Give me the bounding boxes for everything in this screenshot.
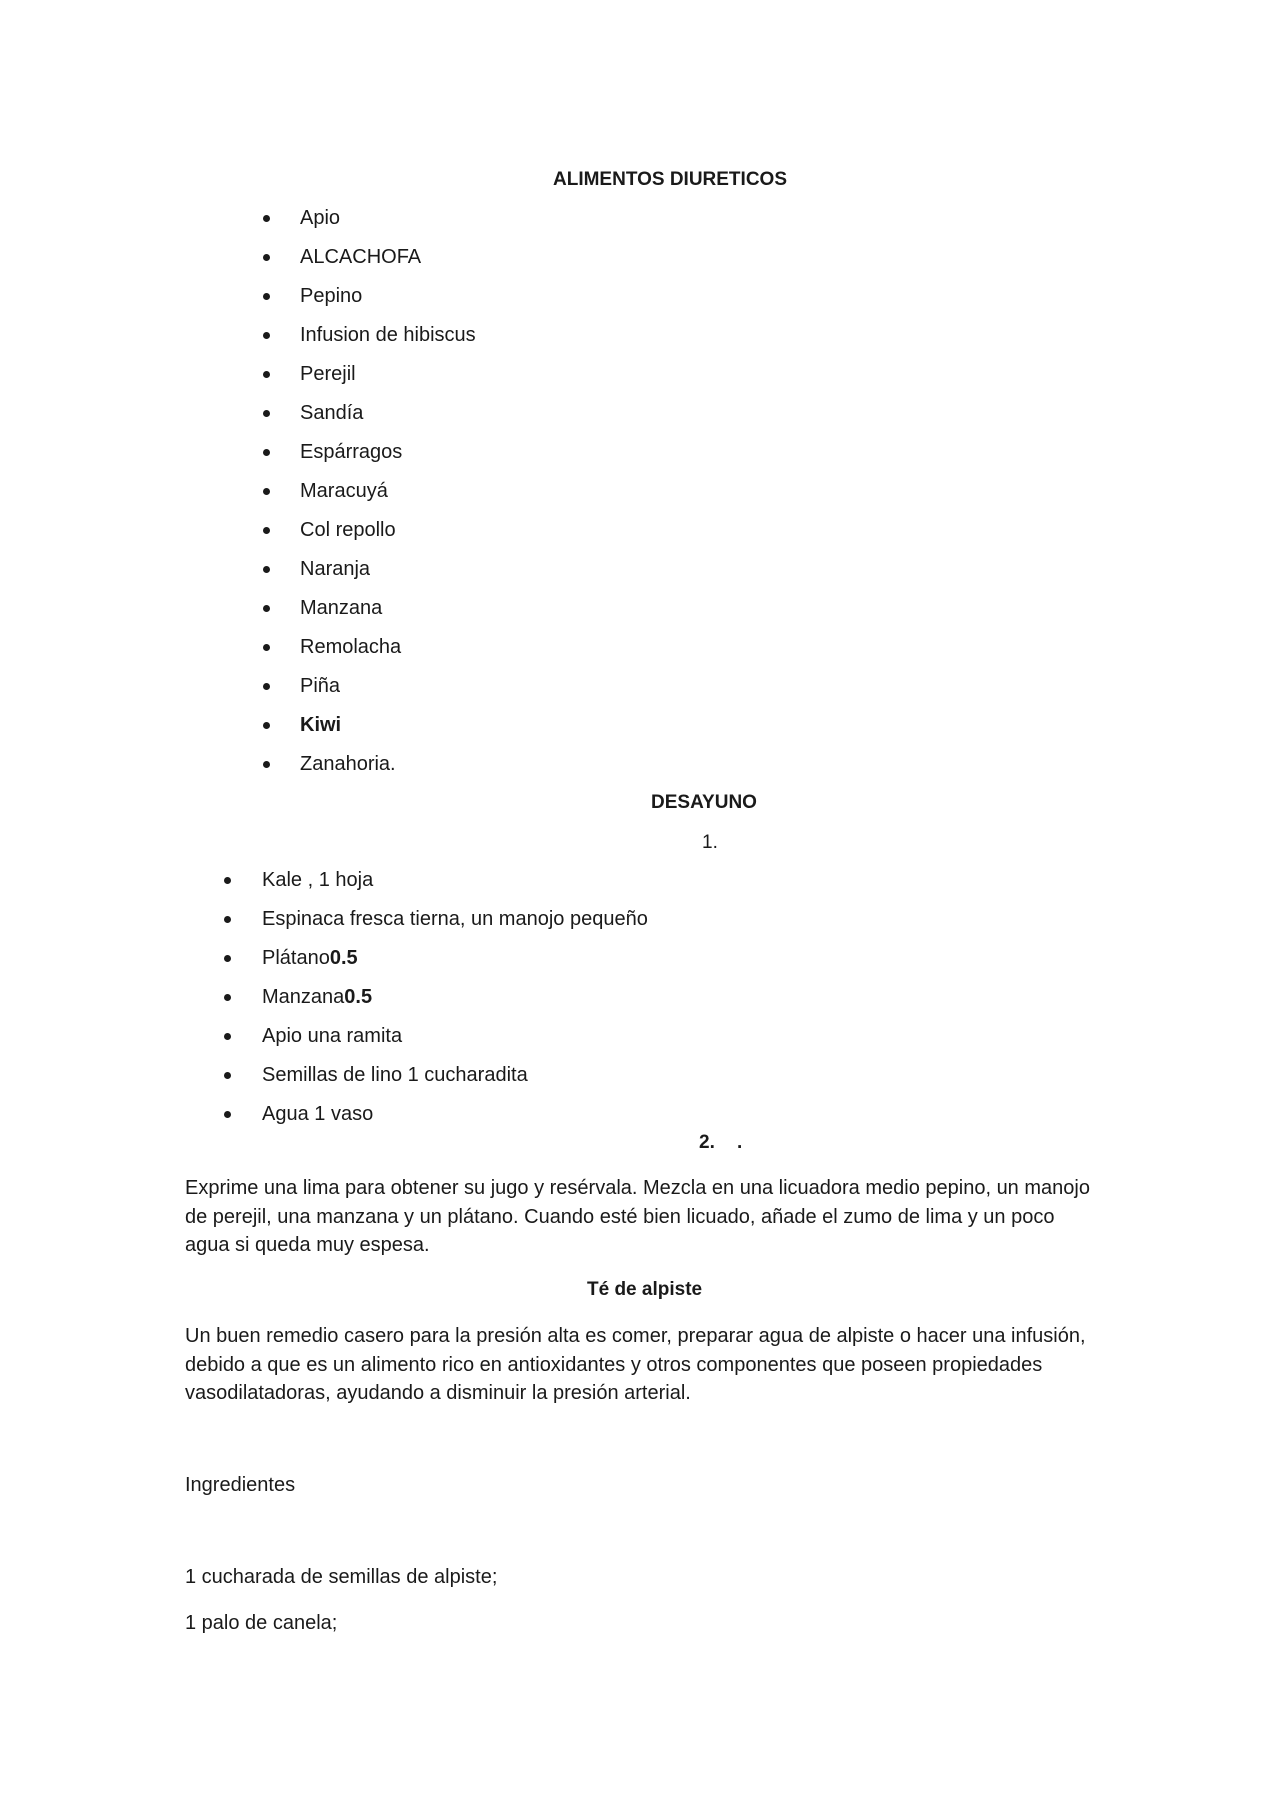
bullet-icon: [224, 877, 231, 884]
number-2-dot: .: [737, 1132, 743, 1153]
ingredient-line: 1 palo de canela;: [185, 1612, 338, 1634]
item-text: Manzana: [262, 986, 345, 1008]
item-text: Espinaca fresca tierna, un manojo pequeño: [262, 908, 648, 930]
item-text: Plátano: [262, 947, 330, 969]
item-text: Kale , 1 hoja: [262, 869, 374, 891]
list-item: Pepino: [300, 285, 363, 307]
list-item: Piña: [300, 675, 341, 697]
list-item: [262, 907, 648, 931]
list-item: ALCACHOFA: [300, 246, 422, 268]
list-item: Remolacha: [300, 636, 402, 658]
list-item: Naranja: [300, 558, 371, 580]
item-qty: 0.5: [329, 947, 358, 969]
heading-te-de-alpiste: Té de alpiste: [587, 1279, 703, 1300]
number-1: 1.: [702, 832, 718, 853]
item-text: Agua 1 vaso: [262, 1103, 374, 1125]
bullet-icon: [263, 644, 270, 651]
bullet-icon: [263, 761, 270, 768]
list-item: [262, 946, 358, 970]
bullet-icon: [224, 955, 231, 962]
list-item: [262, 1102, 373, 1126]
bullet-icon: [263, 683, 270, 690]
recipe-2-paragraph: Exprime una lima para obtener su jugo y resérvala. Mezcla en una licuadora medio pepino, un manojo de perejil, una manzana y un plátano. Cuando esté bien licuado, añade el zumo de lima y un poco agua si queda muy espesa.: [185, 1177, 1090, 1256]
list-item: Perejil: [300, 363, 356, 385]
bullet-icon: [263, 254, 270, 261]
list-item: Espárragos: [300, 441, 403, 463]
list-item: [262, 868, 373, 892]
bullet-icon: [263, 488, 270, 495]
bullet-icon: [263, 566, 270, 573]
bullet-icon: [263, 332, 270, 339]
bullet-icon: [224, 1111, 231, 1118]
list-item: Kiwi: [300, 714, 342, 736]
ingredient-line: 1 cucharada de semillas de alpiste;: [185, 1566, 498, 1588]
heading-desayuno: DESAYUNO: [651, 792, 757, 813]
bullet-icon: [263, 293, 270, 300]
list-item: Manzana: [300, 597, 383, 619]
list-item: Sandía: [300, 402, 364, 424]
bullet-icon: [263, 527, 270, 534]
ingredients-label: Ingredientes: [185, 1474, 296, 1496]
list-item: [262, 1063, 528, 1087]
bullet-icon: [263, 410, 270, 417]
list-item: [262, 1024, 402, 1048]
list-item: Zanahoria.: [300, 753, 396, 775]
number-2: 2.: [699, 1132, 715, 1153]
bullet-icon: [263, 215, 270, 222]
heading-alimentos-diureticos: ALIMENTOS DIURETICOS: [553, 169, 787, 190]
list-item: [262, 985, 372, 1009]
item-text: Semillas de lino 1 cucharadita: [262, 1064, 528, 1086]
list-item: Col repollo: [300, 519, 396, 541]
bullet-icon: [263, 371, 270, 378]
bullet-icon: [263, 449, 270, 456]
bullet-icon: [224, 994, 231, 1001]
list-item: Infusion de hibiscus: [300, 324, 476, 346]
bullet-icon: [224, 916, 231, 923]
list-item: Apio: [300, 207, 341, 229]
item-text: Apio una ramita: [262, 1025, 403, 1047]
item-qty: 0.5: [344, 986, 373, 1008]
bullet-icon: [224, 1033, 231, 1040]
bullet-icon: [263, 722, 270, 729]
bullet-icon: [263, 605, 270, 612]
alpiste-intro-paragraph: Un buen remedio casero para la presión alta es comer, preparar agua de alpiste o hacer una infusión, debido a que es un alimento rico en antioxidantes y otros componentes que poseen propiedades vasodilatadoras, ayudando a disminuir la presión arterial.: [185, 1325, 1086, 1404]
bullet-icon: [224, 1072, 231, 1079]
list-item: Maracuyá: [300, 480, 388, 502]
